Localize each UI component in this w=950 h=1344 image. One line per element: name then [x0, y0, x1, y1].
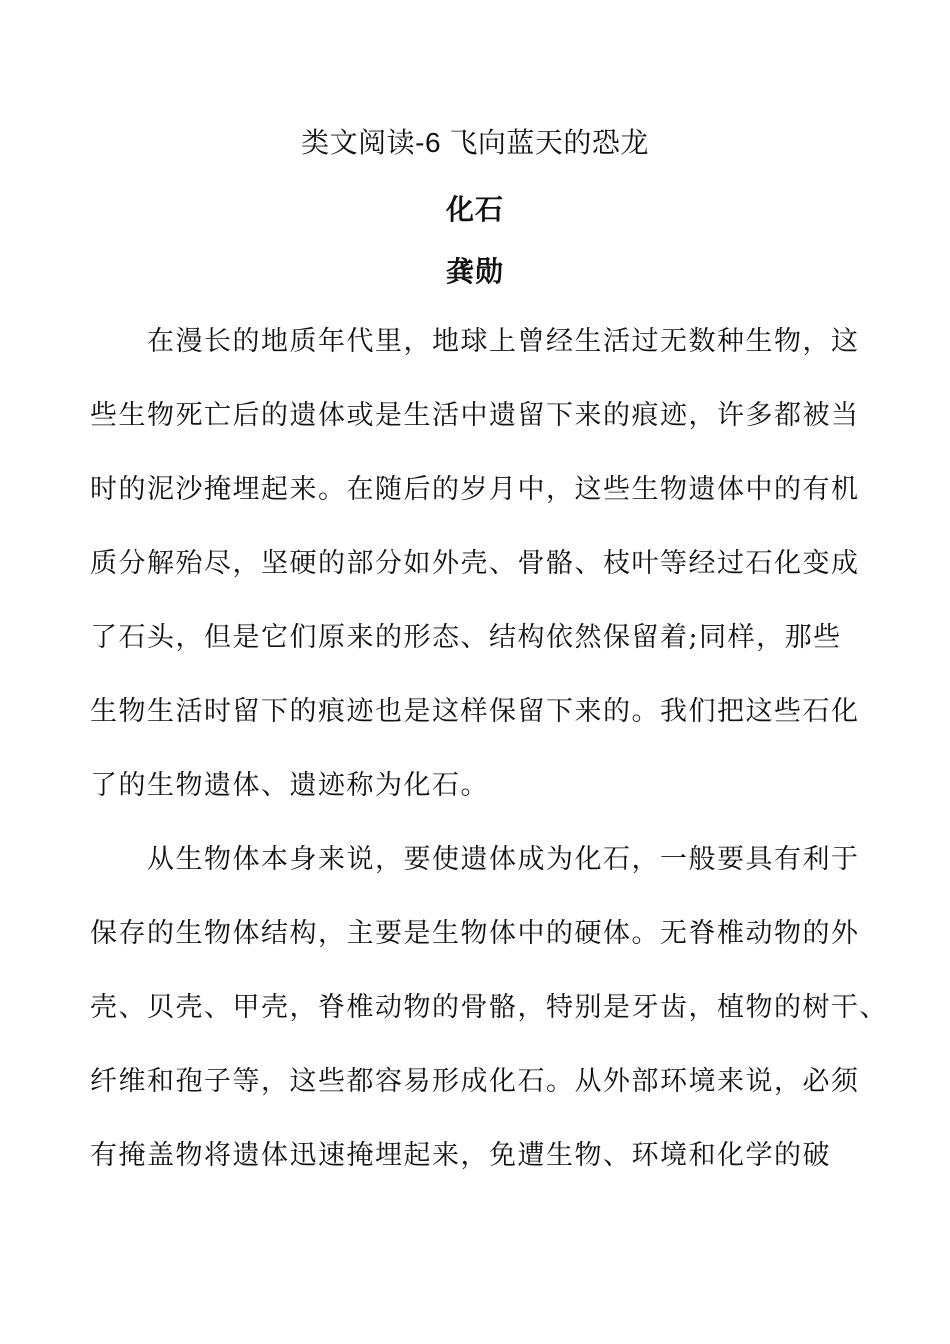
text-line: 了石头，但是它们原来的形态、结构依然保留着;同样，那些 — [90, 622, 842, 653]
text-line: 质分解殆尽，坚硬的部分如外壳、骨骼、枝叶等经过石化变成 — [90, 548, 860, 579]
paragraph-2 — [90, 823, 910, 1193]
text-line: 了的生物遗体、遗迹称为化石。 — [90, 770, 489, 801]
text-line: 时的泥沙掩埋起来。在随后的岁月中，这些生物遗体中的有机 — [90, 474, 860, 505]
article-title: 化石 — [445, 194, 504, 225]
text-line: 生物生活时留下的痕迹也是这样保留下来的。我们把这些石化 — [90, 696, 860, 727]
text-line: 些生物死亡后的遗体或是生活中遗留下来的痕迹，许多都被当 — [90, 400, 860, 431]
document-title: 类文阅读-6 飞向蓝天的恐龙 — [301, 127, 649, 158]
text-line: 保存的生物体结构，主要是生物体中的硬体。无脊椎动物的外 — [90, 918, 860, 949]
article-body — [90, 305, 910, 1193]
text-line: 有掩盖物将遗体迅速掩埋起来，免遭生物、环境和化学的破 — [90, 1140, 831, 1171]
text-line: 在漫长的地质年代里，地球上曾经生活过无数种生物，这 — [147, 326, 860, 357]
text-line: 壳、贝壳、甲壳，脊椎动物的骨骼，特别是牙齿，植物的树干、 — [90, 992, 888, 1023]
text-line: 从生物体本身来说，要使遗体成为化石，一般要具有利于 — [147, 844, 860, 875]
text-line: 纤维和孢子等，这些都容易形成化石。从外部环境来说，必须 — [90, 1066, 860, 1097]
article-author: 龚勋 — [445, 256, 504, 287]
paragraph-1 — [90, 305, 910, 823]
